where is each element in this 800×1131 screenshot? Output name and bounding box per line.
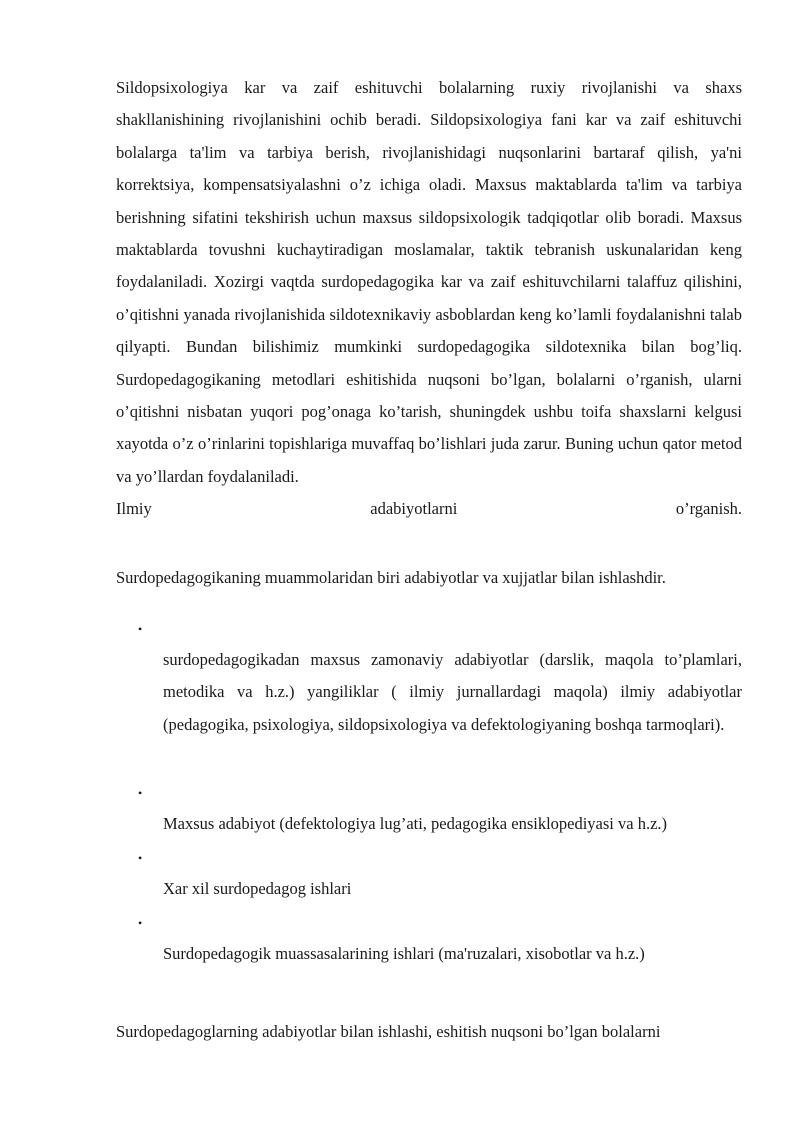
list-item — [116, 612, 742, 782]
ilmiy-line — [116, 493, 742, 525]
bullet-marker: • — [138, 786, 143, 800]
bottom-paragraph: Surdopedagoglarning adabiyotlar bilan ishlashi, eshitish nuqsoni bo’lgan bolalarni — [116, 1022, 661, 1041]
main-paragraph-text-continued: Surdopedagogikaning metodlari eshitishida nuqsoni bo’lgan, bolalarni o’rganish, ularni o’qitishni nisbatan yuqori pog’onaga ko’tarish, shuningdek ushbu toifa shaxslarni kelgusi xayotda o’z o’rinlarini topishlariga muvaffaq bo’lishlari juda zarur. Buning uchun qator metod va yo’llardan foydalaniladi. — [116, 369, 742, 486]
main-paragraph — [116, 72, 742, 526]
list-item — [116, 912, 742, 977]
bullet-text: Maxsus adabiyot (defektologiya lug’ati, pedagogika ensiklopediyasi va h.z.) — [163, 814, 668, 833]
main-paragraph-text: Sildopsixologiya kar va zaif eshituvchi bolalarning ruxiy rivojlanishi va shaxs shakllanishining rivojlanishini ochib beradi. Sildopsixologiya fani kar va zaif eshituvchi bolalarga ta'lim va tarbiya berish, rivojlanishidagi nuqsonlarini bartaraf qilish, ya'ni korrektsiya, kompensatsiyalashni o’z ichiga oladi. Maxsus maktablarda ta'lim va tarbiya berishning sifatini tekshirish uchun maxsus sildopsixologik tadqiqotlar olib boradi. Maxsus maktablarda tovushni kuchaytiradigan moslamalar, taktik tebranish uskunalaridan keng foydalaniladi. Xozirgi vaqtda surdopedagogika kar va zaif eshituvchilarni talaffuz qilishini, o’qitishni yanada rivojlanishida sildotexnikaviy asboblardan keng ko’lamli foydalanishni talab qilyapti. Bundan bilishimiz mumkinki surdopedagogika sildotexnika bilan bog’liq. — [116, 78, 742, 357]
bullet-text: surdopedagogikadan maxsus zamonaviy adabiyotlar (darslik, maqola to’plamlari, metodika va h.z.) yangiliklar ( ilmiy jurnallardagi maqola) ilmiy adabiyotlar (pedagogika, psixologiya, sildopsixologiya va defektologiyaning boshqa tarmoqlari). — [163, 650, 742, 734]
main-paragraph-last-line: Surdopedagogikaning muammolaridan biri adabiyotlar va xujjatlar bilan ishlashdir. — [116, 568, 666, 587]
bullet-text: Xar xil surdopedagog ishlari — [163, 879, 352, 898]
ilmiy-word-2: adabiyotlarni — [370, 499, 458, 519]
ilmiy-word-3: o’rganish. — [675, 499, 742, 519]
bullet-text: Surdopedagogik muassasalarining ishlari (ma'ruzalari, xisobotlar va h.z.) — [163, 944, 645, 963]
bullet-marker: • — [138, 851, 143, 865]
bullet-list — [116, 612, 742, 977]
list-item — [116, 782, 742, 847]
list-item — [116, 847, 742, 912]
ilmiy-word-1: Ilmiy — [116, 499, 152, 519]
bullet-marker: • — [138, 622, 143, 636]
bullet-marker: • — [138, 916, 143, 930]
